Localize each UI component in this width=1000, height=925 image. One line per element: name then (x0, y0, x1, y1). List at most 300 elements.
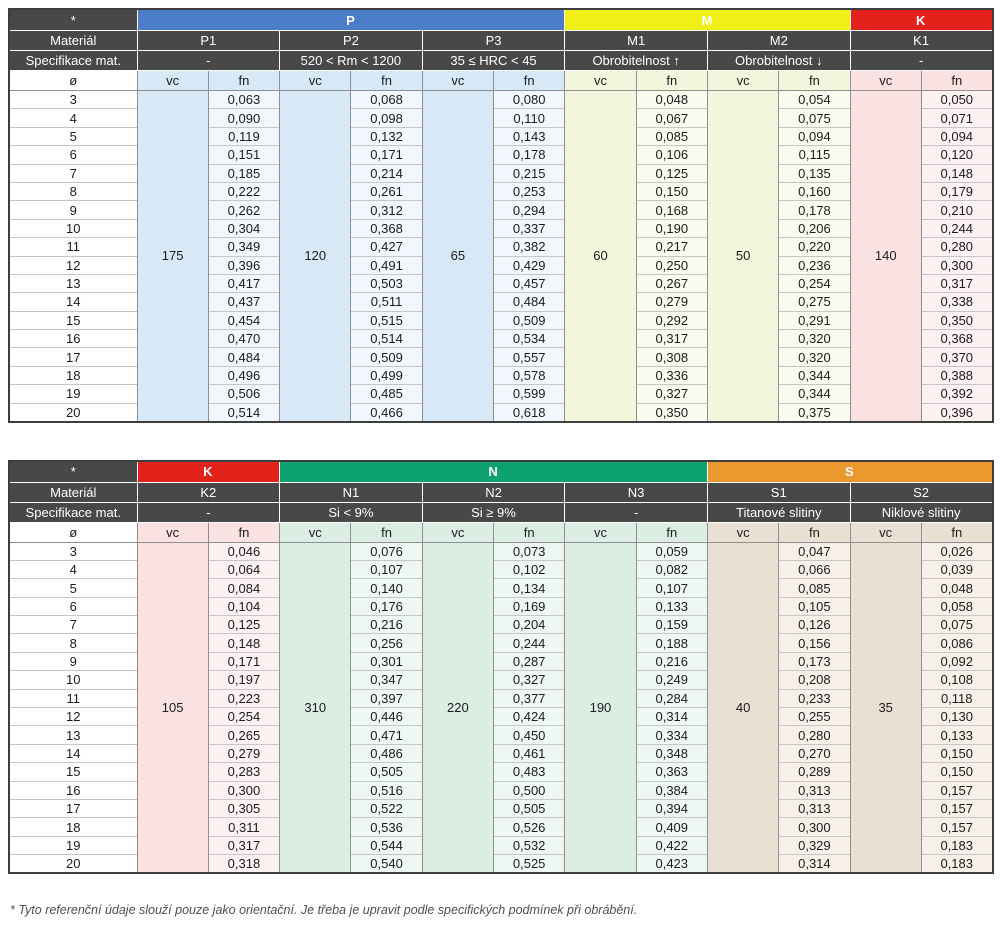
diameter-cell: 19 (9, 836, 137, 854)
diameter-cell: 3 (9, 91, 137, 109)
fn-cell: 0,287 (494, 652, 565, 670)
fn-cell: 0,334 (636, 726, 707, 744)
material-spec-S1: Titanové slitiny (707, 502, 850, 522)
fn-cell: 0,382 (493, 238, 564, 256)
fn-cell: 0,280 (779, 726, 850, 744)
spec-row (9, 502, 993, 522)
fn-cell: 0,348 (636, 744, 707, 762)
fn-cell: 0,156 (779, 634, 850, 652)
fn-cell: 0,313 (779, 800, 850, 818)
diameter-cell: 9 (9, 201, 137, 219)
fn-cell: 0,284 (636, 689, 707, 707)
fn-cell: 0,098 (351, 109, 422, 127)
fn-cell: 0,071 (921, 109, 992, 127)
diameter-cell: 5 (9, 579, 137, 597)
fn-cell: 0,314 (779, 855, 850, 873)
diameter-cell: 14 (9, 293, 137, 311)
fn-cell: 0,183 (921, 836, 992, 854)
vc-cell-P1: 175 (137, 91, 208, 422)
diameter-cell: 5 (9, 127, 137, 145)
fn-cell: 0,392 (921, 385, 992, 403)
fn-cell: 0,446 (351, 708, 422, 726)
fn-cell: 0,160 (779, 182, 850, 200)
diameter-cell: 16 (9, 330, 137, 348)
diameter-cell: 10 (9, 219, 137, 237)
fn-cell: 0,338 (921, 293, 992, 311)
fn-cell: 0,368 (921, 330, 992, 348)
vc-header-K1: vc (850, 71, 921, 91)
material-name-S1: S1 (707, 482, 850, 502)
fn-cell: 0,329 (779, 836, 850, 854)
fn-cell: 0,254 (779, 274, 850, 292)
fn-cell: 0,327 (494, 671, 565, 689)
fn-cell: 0,151 (208, 146, 279, 164)
fn-cell: 0,249 (636, 671, 707, 689)
fn-cell: 0,262 (208, 201, 279, 219)
fn-cell: 0,086 (921, 634, 992, 652)
fn-cell: 0,384 (636, 781, 707, 799)
fn-cell: 0,516 (351, 781, 422, 799)
fn-cell: 0,424 (494, 708, 565, 726)
fn-cell: 0,511 (351, 293, 422, 311)
fn-cell: 0,300 (921, 256, 992, 274)
diameter-cell: 13 (9, 726, 137, 744)
fn-cell: 0,294 (493, 201, 564, 219)
diameter-cell: 7 (9, 164, 137, 182)
fn-cell: 0,491 (351, 256, 422, 274)
fn-cell: 0,233 (779, 689, 850, 707)
fn-cell: 0,301 (351, 652, 422, 670)
fn-cell: 0,317 (636, 330, 707, 348)
fn-cell: 0,532 (494, 836, 565, 854)
diameter-cell: 11 (9, 238, 137, 256)
fn-cell: 0,454 (208, 311, 279, 329)
vc-cell-N1: 310 (280, 542, 351, 873)
fn-cell: 0,132 (351, 127, 422, 145)
vc-header-S2: vc (850, 522, 921, 542)
fn-cell: 0,102 (494, 560, 565, 578)
fn-cell: 0,135 (779, 164, 850, 182)
diameter-cell: 15 (9, 763, 137, 781)
fn-cell: 0,317 (208, 836, 279, 854)
fn-header-P3: fn (493, 71, 564, 91)
fn-cell: 0,048 (921, 579, 992, 597)
fn-cell: 0,244 (921, 219, 992, 237)
fn-cell: 0,534 (493, 330, 564, 348)
diameter-cell: 12 (9, 708, 137, 726)
fn-cell: 0,115 (779, 146, 850, 164)
fn-cell: 0,171 (351, 146, 422, 164)
fn-cell: 0,256 (351, 634, 422, 652)
fn-cell: 0,304 (208, 219, 279, 237)
fn-cell: 0,085 (636, 127, 707, 145)
fn-cell: 0,327 (636, 385, 707, 403)
fn-cell: 0,485 (351, 385, 422, 403)
fn-cell: 0,499 (351, 366, 422, 384)
material-spec-N1: Si < 9% (280, 502, 423, 522)
fn-cell: 0,054 (779, 91, 850, 109)
fn-cell: 0,544 (351, 836, 422, 854)
vc-fn-header-row (9, 522, 993, 542)
fn-cell: 0,370 (921, 348, 992, 366)
fn-cell: 0,526 (494, 818, 565, 836)
diameter-cell: 8 (9, 634, 137, 652)
fn-cell: 0,350 (636, 403, 707, 421)
diameter-cell: 3 (9, 542, 137, 560)
fn-cell: 0,120 (921, 146, 992, 164)
fn-cell: 0,427 (351, 238, 422, 256)
vc-cell-S2: 35 (850, 542, 921, 873)
material-spec-M2: Obrobitelnost ↓ (707, 51, 850, 71)
fn-header-N3: fn (636, 522, 707, 542)
fn-cell: 0,157 (921, 818, 992, 836)
diameter-cell: 11 (9, 689, 137, 707)
diameter-cell: 9 (9, 652, 137, 670)
fn-cell: 0,107 (351, 560, 422, 578)
vc-cell-M2: 50 (707, 91, 778, 422)
fn-cell: 0,126 (779, 616, 850, 634)
star-cell: * (9, 9, 137, 31)
diameter-cell: 17 (9, 348, 137, 366)
fn-cell: 0,484 (208, 348, 279, 366)
material-spec-M1: Obrobitelnost ↑ (565, 51, 708, 71)
material-spec-S2: Niklové slitiny (850, 502, 993, 522)
fn-cell: 0,108 (921, 671, 992, 689)
fn-header-P2: fn (351, 71, 422, 91)
vc-header-N2: vc (422, 522, 493, 542)
fn-cell: 0,140 (351, 579, 422, 597)
table-row (9, 91, 993, 109)
diameter-cell: 18 (9, 818, 137, 836)
material-spec-P1: - (137, 51, 280, 71)
fn-cell: 0,396 (921, 403, 992, 421)
diameter-cell: 10 (9, 671, 137, 689)
diameter-header: ø (9, 71, 137, 91)
fn-cell: 0,105 (779, 597, 850, 615)
material-spec-K2: - (137, 502, 280, 522)
fn-cell: 0,397 (351, 689, 422, 707)
star-cell: * (9, 461, 137, 483)
vc-header-S1: vc (707, 522, 778, 542)
fn-cell: 0,515 (351, 311, 422, 329)
fn-cell: 0,283 (208, 763, 279, 781)
material-name-M2: M2 (707, 31, 850, 51)
fn-cell: 0,471 (351, 726, 422, 744)
vc-cell-P2: 120 (280, 91, 351, 422)
material-name-K1: K1 (850, 31, 993, 51)
fn-cell: 0,450 (494, 726, 565, 744)
fn-cell: 0,261 (351, 182, 422, 200)
fn-cell: 0,461 (494, 744, 565, 762)
fn-cell: 0,423 (636, 855, 707, 873)
vc-cell-N2: 220 (422, 542, 493, 873)
fn-header-M1: fn (636, 71, 707, 91)
material-name-S2: S2 (850, 482, 993, 502)
fn-header-N1: fn (351, 522, 422, 542)
vc-fn-header-row (9, 71, 993, 91)
fn-cell: 0,267 (636, 274, 707, 292)
diameter-cell: 15 (9, 311, 137, 329)
diameter-cell: 8 (9, 182, 137, 200)
fn-cell: 0,280 (921, 238, 992, 256)
fn-cell: 0,377 (494, 689, 565, 707)
material-name-P3: P3 (422, 31, 565, 51)
fn-cell: 0,308 (636, 348, 707, 366)
material-name-N2: N2 (422, 482, 565, 502)
fn-cell: 0,173 (779, 652, 850, 670)
fn-cell: 0,150 (636, 182, 707, 200)
fn-cell: 0,509 (493, 311, 564, 329)
fn-cell: 0,206 (779, 219, 850, 237)
vc-header-N1: vc (280, 522, 351, 542)
fn-cell: 0,409 (636, 818, 707, 836)
fn-cell: 0,183 (921, 855, 992, 873)
fn-cell: 0,063 (208, 91, 279, 109)
material-group-band-P: P (137, 9, 565, 31)
footnote: * Tyto referenční údaje slouží pouze jako orientační. Je třeba je upravit podle specifických podmínek při obrábění. (10, 903, 638, 918)
material-spec-N2: Si ≥ 9% (422, 502, 565, 522)
fn-cell: 0,048 (636, 91, 707, 109)
fn-cell: 0,067 (636, 109, 707, 127)
fn-cell: 0,363 (636, 763, 707, 781)
fn-cell: 0,125 (636, 164, 707, 182)
fn-cell: 0,092 (921, 652, 992, 670)
fn-cell: 0,417 (208, 274, 279, 292)
diameter-cell: 12 (9, 256, 137, 274)
fn-cell: 0,223 (208, 689, 279, 707)
vc-header-N3: vc (565, 522, 636, 542)
fn-cell: 0,026 (921, 542, 992, 560)
fn-cell: 0,106 (636, 146, 707, 164)
fn-cell: 0,375 (779, 403, 850, 421)
fn-cell: 0,300 (779, 818, 850, 836)
material-spec-P3: 35 ≤ HRC < 45 (422, 51, 565, 71)
fn-header-K2: fn (208, 522, 279, 542)
fn-cell: 0,578 (493, 366, 564, 384)
vc-cell-K2: 105 (137, 542, 208, 873)
fn-cell: 0,185 (208, 164, 279, 182)
fn-cell: 0,125 (208, 616, 279, 634)
fn-cell: 0,168 (636, 201, 707, 219)
material-group-band-K: K (850, 9, 993, 31)
fn-cell: 0,429 (493, 256, 564, 274)
fn-cell: 0,514 (208, 403, 279, 421)
fn-cell: 0,220 (779, 238, 850, 256)
cutting-data-table-kns (8, 460, 994, 875)
fn-cell: 0,312 (351, 201, 422, 219)
fn-cell: 0,169 (494, 597, 565, 615)
fn-cell: 0,514 (351, 330, 422, 348)
table-header (9, 9, 993, 91)
material-row (9, 31, 993, 51)
vc-cell-P3: 65 (422, 91, 493, 422)
fn-cell: 0,217 (636, 238, 707, 256)
fn-cell: 0,314 (636, 708, 707, 726)
fn-cell: 0,130 (921, 708, 992, 726)
fn-cell: 0,300 (208, 781, 279, 799)
table-header (9, 461, 993, 543)
diameter-cell: 19 (9, 385, 137, 403)
fn-cell: 0,466 (351, 403, 422, 421)
fn-cell: 0,159 (636, 616, 707, 634)
table-body (9, 542, 993, 873)
fn-cell: 0,197 (208, 671, 279, 689)
fn-cell: 0,505 (494, 800, 565, 818)
fn-cell: 0,536 (351, 818, 422, 836)
fn-header-S1: fn (779, 522, 850, 542)
fn-cell: 0,311 (208, 818, 279, 836)
fn-header-S2: fn (921, 522, 992, 542)
fn-cell: 0,318 (208, 855, 279, 873)
spec-row-label: Specifikace mat. (9, 502, 137, 522)
material-spec-P2: 520 < Rm < 1200 (280, 51, 423, 71)
fn-header-K1: fn (921, 71, 992, 91)
diameter-cell: 4 (9, 109, 137, 127)
fn-cell: 0,050 (921, 91, 992, 109)
fn-cell: 0,075 (779, 109, 850, 127)
fn-cell: 0,394 (636, 800, 707, 818)
fn-cell: 0,509 (351, 348, 422, 366)
material-name-N3: N3 (565, 482, 708, 502)
vc-header-K2: vc (137, 522, 208, 542)
material-row-label: Materiál (9, 31, 137, 51)
material-group-band-N: N (280, 461, 708, 483)
fn-cell: 0,157 (921, 800, 992, 818)
material-row-label: Materiál (9, 482, 137, 502)
fn-cell: 0,292 (636, 311, 707, 329)
fn-cell: 0,279 (636, 293, 707, 311)
material-group-band-K: K (137, 461, 280, 483)
diameter-cell: 6 (9, 597, 137, 615)
fn-cell: 0,557 (493, 348, 564, 366)
fn-cell: 0,270 (779, 744, 850, 762)
fn-cell: 0,094 (779, 127, 850, 145)
fn-header-N2: fn (494, 522, 565, 542)
fn-cell: 0,368 (351, 219, 422, 237)
fn-cell: 0,107 (636, 579, 707, 597)
fn-cell: 0,525 (494, 855, 565, 873)
fn-cell: 0,540 (351, 855, 422, 873)
fn-cell: 0,470 (208, 330, 279, 348)
fn-cell: 0,084 (208, 579, 279, 597)
fn-cell: 0,320 (779, 330, 850, 348)
fn-cell: 0,486 (351, 744, 422, 762)
fn-cell: 0,188 (636, 634, 707, 652)
fn-cell: 0,190 (636, 219, 707, 237)
material-name-K2: K2 (137, 482, 280, 502)
table-body (9, 91, 993, 422)
fn-cell: 0,396 (208, 256, 279, 274)
material-row (9, 482, 993, 502)
fn-cell: 0,104 (208, 597, 279, 615)
fn-cell: 0,216 (351, 616, 422, 634)
material-name-P2: P2 (280, 31, 423, 51)
vc-cell-M1: 60 (565, 91, 636, 422)
fn-cell: 0,253 (493, 182, 564, 200)
fn-cell: 0,483 (494, 763, 565, 781)
fn-cell: 0,279 (208, 744, 279, 762)
fn-cell: 0,208 (779, 671, 850, 689)
fn-cell: 0,336 (636, 366, 707, 384)
vc-cell-K1: 140 (850, 91, 921, 422)
fn-cell: 0,618 (493, 403, 564, 421)
vc-header-P2: vc (280, 71, 351, 91)
fn-cell: 0,457 (493, 274, 564, 292)
material-name-N1: N1 (280, 482, 423, 502)
table-row (9, 542, 993, 560)
fn-cell: 0,059 (636, 542, 707, 560)
diameter-cell: 14 (9, 744, 137, 762)
fn-cell: 0,496 (208, 366, 279, 384)
fn-cell: 0,337 (493, 219, 564, 237)
fn-cell: 0,484 (493, 293, 564, 311)
fn-cell: 0,500 (494, 781, 565, 799)
cutting-data-table-pmk (8, 8, 994, 423)
material-spec-K1: - (850, 51, 993, 71)
fn-cell: 0,289 (779, 763, 850, 781)
fn-cell: 0,066 (779, 560, 850, 578)
fn-cell: 0,265 (208, 726, 279, 744)
fn-header-M2: fn (779, 71, 850, 91)
fn-cell: 0,522 (351, 800, 422, 818)
fn-cell: 0,437 (208, 293, 279, 311)
fn-cell: 0,179 (921, 182, 992, 200)
fn-cell: 0,344 (779, 366, 850, 384)
fn-cell: 0,110 (493, 109, 564, 127)
fn-cell: 0,178 (779, 201, 850, 219)
fn-cell: 0,085 (779, 579, 850, 597)
diameter-cell: 16 (9, 781, 137, 799)
fn-cell: 0,216 (636, 652, 707, 670)
fn-cell: 0,255 (779, 708, 850, 726)
fn-cell: 0,080 (493, 91, 564, 109)
fn-cell: 0,422 (636, 836, 707, 854)
fn-cell: 0,047 (779, 542, 850, 560)
fn-cell: 0,204 (494, 616, 565, 634)
fn-cell: 0,254 (208, 708, 279, 726)
fn-cell: 0,073 (494, 542, 565, 560)
fn-cell: 0,222 (208, 182, 279, 200)
fn-cell: 0,313 (779, 781, 850, 799)
vc-cell-S1: 40 (707, 542, 778, 873)
fn-cell: 0,236 (779, 256, 850, 274)
fn-cell: 0,150 (921, 744, 992, 762)
diameter-cell: 13 (9, 274, 137, 292)
band-row (9, 9, 993, 31)
fn-cell: 0,505 (351, 763, 422, 781)
material-group-band-S: S (707, 461, 992, 483)
spec-row (9, 51, 993, 71)
diameter-cell: 18 (9, 366, 137, 384)
vc-header-M1: vc (565, 71, 636, 91)
fn-cell: 0,388 (921, 366, 992, 384)
fn-cell: 0,317 (921, 274, 992, 292)
fn-cell: 0,148 (921, 164, 992, 182)
fn-cell: 0,143 (493, 127, 564, 145)
diameter-cell: 20 (9, 403, 137, 421)
diameter-cell: 4 (9, 560, 137, 578)
table-gap (8, 423, 992, 460)
vc-cell-N3: 190 (565, 542, 636, 873)
fn-cell: 0,090 (208, 109, 279, 127)
spec-row-label: Specifikace mat. (9, 51, 137, 71)
fn-cell: 0,076 (351, 542, 422, 560)
fn-cell: 0,599 (493, 385, 564, 403)
fn-cell: 0,244 (494, 634, 565, 652)
fn-cell: 0,064 (208, 560, 279, 578)
fn-cell: 0,133 (921, 726, 992, 744)
fn-cell: 0,058 (921, 597, 992, 615)
